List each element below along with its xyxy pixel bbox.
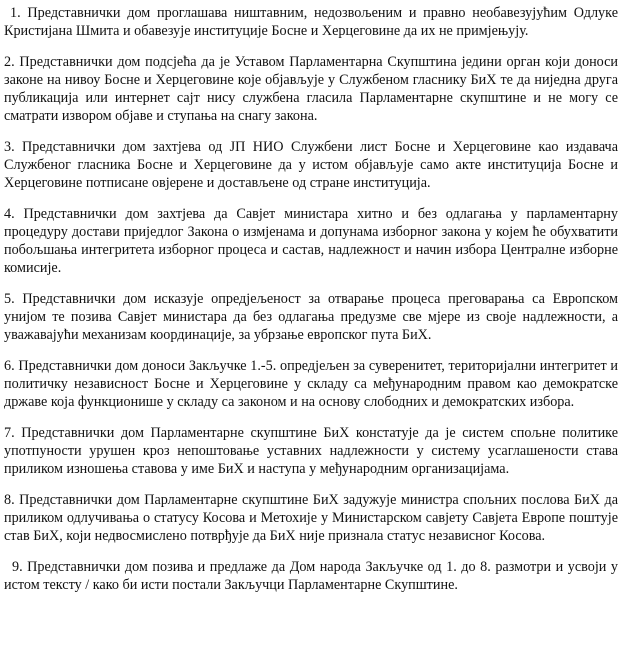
paragraph-7: 7. Представнички дом Парламентарне скупштине БиХ констатује да је систем спољне политике употпуности урушен кроз непоштовање уставних надлежности у систему усаглашености става приликом изношења ставова у име БиХ и наступа у међународним организацијама. <box>4 425 618 477</box>
paragraph-8: 8. Представнички дом Парламентарне скупштине БиХ задужује министра спољних послова БиХ да приликом одлучивања о статусу Косова и Метохије у Министарском савјету Савјета Европе поштује став БиХ, који недвосмислено потврђује да БиХ није признала статус независног Косова. <box>4 492 618 544</box>
paragraph-3: 3. Представнички дом захтјева од ЈП НИО Службени лист Босне и Херцеговине као издавача Службеног гласника Босне и Херцеговине да у истом објављује само акте институција Босне и Херцеговине потписане овјерене и достављене од стране институција. <box>4 139 618 191</box>
paragraph-4: 4. Представнички дом захтјева да Савјет министара хитно и без одлагања у парламентарну процедуру достави приједлог Закона о измјенама и допунама изборног закона у којем ће обухватити побољшања интегритета изборног процеса и састав, надлежност и начин избора Централне изборне комисије. <box>4 206 618 276</box>
paragraph-9: 9. Представнички дом позива и предлаже да Дом народа Закључке од 1. до 8. размотри и усвоји у истом тексту / како би исти постали Закључци Парламентарне Скупштине. <box>4 559 618 593</box>
paragraph-6: 6. Представнички дом доноси Закључке 1.-5. опредјељен за суверенитет, територијални интегритет и политичку независност Босне и Херцеговине у складу са међународним правом као демократске државе која функционише у складу са законом и на основу слободних и демократских избора. <box>4 358 618 410</box>
paragraph-1: 1. Представнички дом проглашава ништавним, недозвољеним и правно необавезујућим Одлуке Кристијана Шмита и обавезује институције Босне и Херцеговине да их не примјењују. <box>4 5 618 39</box>
paragraph-5: 5. Представнички дом исказује опредјељеност за отварање процеса преговарања са Европском унијом те позива Савјет министара да без одлагања предузме све мјере из своје надлежности, а уважавајући механизам координације, за убрзање европског пута БиХ. <box>4 291 618 343</box>
paragraph-2: 2. Представнички дом подсјећа да је Уставом Парламентарна Скупштина једини орган који доноси законе на нивоу Босне и Херцеговине које објављује у Службеном гласнику БиХ те да ниједна друга публикација или интернет сајт нису службена гласила Парламентарне скупштине и не могу се сматрати извором објаве и ступања на снагу закона. <box>4 54 618 124</box>
